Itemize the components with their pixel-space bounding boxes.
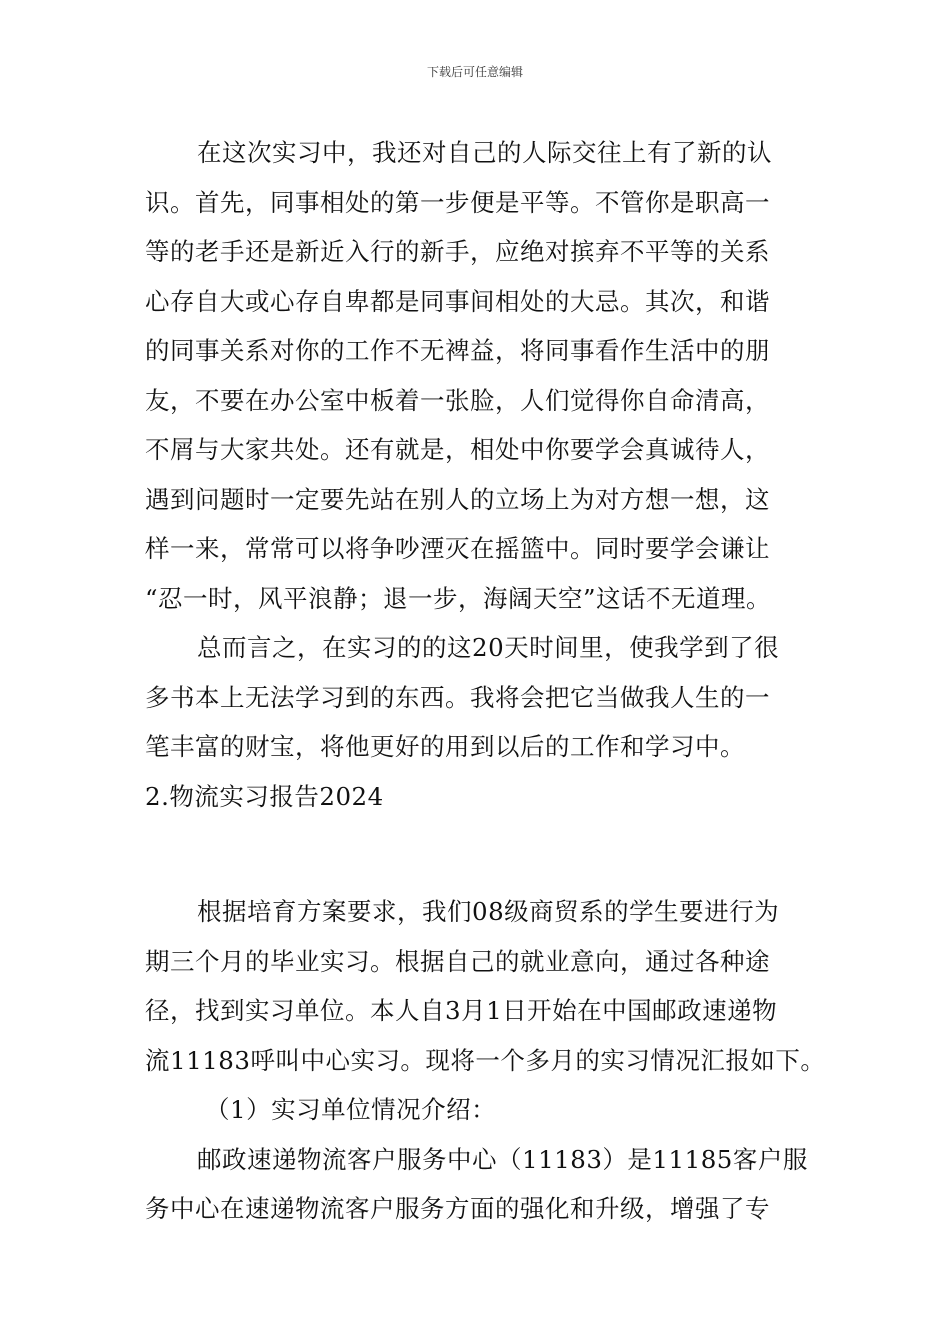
- text-line: “忍一时，风平浪静；退一步，海阔天空”这话不无道理。: [145, 583, 772, 613]
- document-body: [145, 128, 826, 1234]
- text-line: 总而言之，在实习的的这20天时间里，使我学到了很: [197, 633, 780, 662]
- spacer: [145, 821, 815, 887]
- text-line: 径，找到实习单位。本人自3月1日开始在中国邮政速递物: [145, 996, 778, 1025]
- text-line: 流11183呼叫中心实习。现将一个多月的实习情况汇报如下。: [145, 1045, 826, 1075]
- text-line: 识。首先，同事相处的第一步便是平等。不管你是职高一: [145, 187, 770, 217]
- text-line: 期三个月的毕业实习。根据自己的就业意向，通过各种途: [145, 946, 770, 976]
- text-line: 在这次实习中，我还对自己的人际交往上有了新的认: [197, 138, 772, 167]
- heading-text: 2.物流实习报告2024: [145, 781, 384, 811]
- text-line: 的同事关系对你的工作不无裨益，将同事看作生活中的朋: [145, 336, 770, 365]
- paragraph: [145, 128, 815, 623]
- text-line: 不屑与大家共处。还有就是，相处中你要学会真诚待人，: [145, 435, 770, 464]
- text-line: 笔丰富的财宝，将他更好的用到以后的工作和学习中。: [145, 732, 745, 761]
- page-header: 下载后可任意编辑: [426, 65, 523, 79]
- text-line: 邮政速递物流客户服务中心（11183）是11185客户服: [197, 1144, 808, 1174]
- paragraph: [145, 1135, 815, 1234]
- text-line: 多书本上无法学习到的东西。我将会把它当做我人生的一: [145, 682, 770, 712]
- text-line: （1）实习单位情况介绍：: [205, 1095, 497, 1124]
- text-line: 友，不要在办公室中板着一张脸，人们觉得你自命清高，: [145, 385, 770, 415]
- paragraph: [145, 887, 826, 1085]
- text-line: 根据培育方案要求，我们08级商贸系的学生要进行为: [197, 897, 780, 926]
- text-line: 等的老手还是新近入行的新手，应绝对摈弃不平等的关系: [145, 237, 770, 266]
- text-line: 心存自大或心存自卑都是同事间相处的大忌。其次，和谐: [145, 286, 770, 316]
- subheading: [145, 1085, 815, 1135]
- text-line: 遇到问题时一定要先站在别人的立场上为对方想一想，这: [145, 484, 770, 514]
- section-heading: [145, 772, 815, 822]
- text-line: 务中心在速递物流客户服务方面的强化和升级，增强了专: [145, 1194, 770, 1223]
- paragraph: [145, 623, 815, 772]
- text-line: 样一来，常常可以将争吵湮灭在摇篮中。同时要学会谦让: [145, 534, 770, 563]
